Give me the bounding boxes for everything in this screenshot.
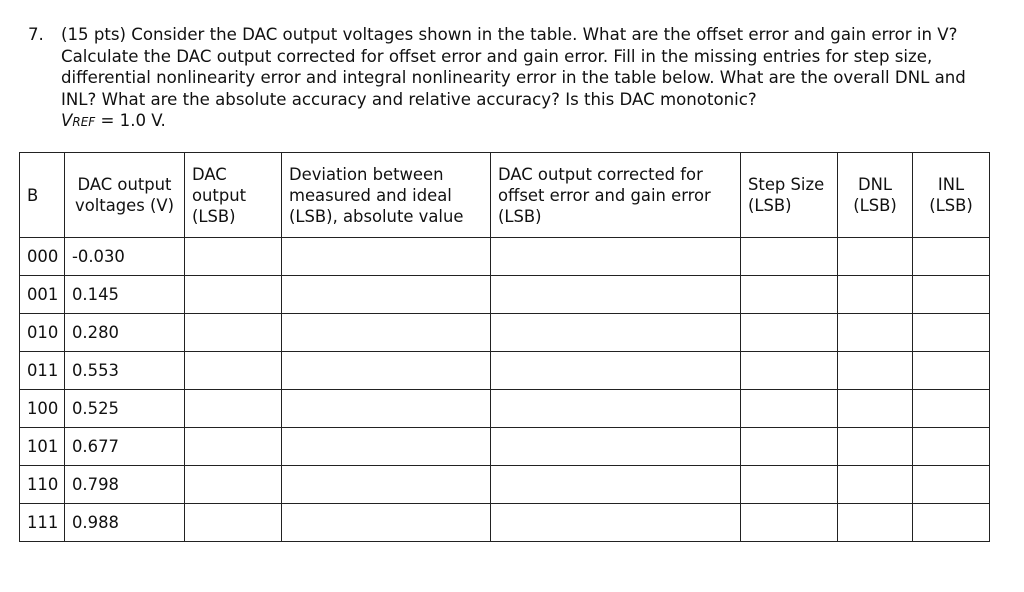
header-dac-voltage: DAC output voltages (V)	[65, 153, 185, 238]
question-text: (15 pts) Consider the DAC output voltages shown in the table. What are the offset error and gain error in V? Calculate the DAC output corrected for offset error and gain error. Fill in the missing entries for step size, differential nonlinearity error and integral nonlinearity error in the table below. What are the overall DNL and INL? What are the absolute accuracy and relative accuracy? Is this DAC monotonic?	[61, 25, 966, 109]
empty-cell	[185, 390, 282, 428]
empty-cell	[838, 390, 913, 428]
empty-cell	[282, 428, 491, 466]
empty-cell	[185, 428, 282, 466]
vref-symbol: V	[61, 111, 73, 130]
empty-cell	[741, 276, 838, 314]
empty-cell	[491, 428, 741, 466]
empty-cell	[185, 466, 282, 504]
empty-cell	[741, 238, 838, 276]
header-dnl: DNL (LSB)	[838, 153, 913, 238]
empty-cell	[491, 466, 741, 504]
empty-cell	[185, 314, 282, 352]
header-dac-lsb: DAC output (LSB)	[185, 153, 282, 238]
code-cell: 100	[20, 390, 65, 428]
empty-cell	[913, 276, 990, 314]
table-row	[20, 352, 990, 390]
empty-cell	[185, 352, 282, 390]
empty-cell	[282, 276, 491, 314]
empty-cell	[913, 504, 990, 542]
code-cell: 000	[20, 238, 65, 276]
header-b: B	[20, 153, 65, 238]
empty-cell	[741, 466, 838, 504]
code-cell: 010	[20, 314, 65, 352]
vref-value: = 1.0 V.	[95, 111, 166, 130]
empty-cell	[491, 276, 741, 314]
empty-cell	[741, 352, 838, 390]
question-number: 7.	[28, 25, 44, 44]
empty-cell	[185, 238, 282, 276]
question-block	[28, 24, 988, 134]
table-row	[20, 238, 990, 276]
voltage-cell: 0.677	[65, 428, 185, 466]
empty-cell	[838, 428, 913, 466]
empty-cell	[282, 352, 491, 390]
voltage-cell: -0.030	[65, 238, 185, 276]
code-cell: 101	[20, 428, 65, 466]
code-cell: 001	[20, 276, 65, 314]
empty-cell	[913, 428, 990, 466]
vref-line	[61, 110, 988, 134]
table-row	[20, 390, 990, 428]
header-inl: INL (LSB)	[913, 153, 990, 238]
empty-cell	[741, 390, 838, 428]
empty-cell	[491, 504, 741, 542]
empty-cell	[913, 466, 990, 504]
empty-cell	[282, 466, 491, 504]
header-corrected: DAC output corrected for offset error and gain error (LSB)	[491, 153, 741, 238]
table-row	[20, 428, 990, 466]
empty-cell	[185, 504, 282, 542]
empty-cell	[741, 504, 838, 542]
voltage-cell: 0.525	[65, 390, 185, 428]
voltage-cell: 0.145	[65, 276, 185, 314]
header-deviation: Deviation between measured and ideal (LSB), absolute value	[282, 153, 491, 238]
empty-cell	[838, 352, 913, 390]
empty-cell	[282, 504, 491, 542]
table-row	[20, 504, 990, 542]
voltage-cell: 0.798	[65, 466, 185, 504]
empty-cell	[741, 314, 838, 352]
vref-subscript: REF	[72, 115, 96, 129]
empty-cell	[491, 390, 741, 428]
header-row	[20, 153, 990, 238]
empty-cell	[838, 314, 913, 352]
empty-cell	[838, 276, 913, 314]
dac-table	[19, 152, 990, 542]
table-row	[20, 314, 990, 352]
empty-cell	[491, 238, 741, 276]
empty-cell	[838, 238, 913, 276]
table-row	[20, 276, 990, 314]
empty-cell	[913, 314, 990, 352]
empty-cell	[838, 466, 913, 504]
code-cell: 110	[20, 466, 65, 504]
empty-cell	[741, 428, 838, 466]
empty-cell	[913, 238, 990, 276]
code-cell: 111	[20, 504, 65, 542]
table-row	[20, 466, 990, 504]
empty-cell	[282, 390, 491, 428]
voltage-cell: 0.280	[65, 314, 185, 352]
header-step-size: Step Size (LSB)	[741, 153, 838, 238]
empty-cell	[913, 390, 990, 428]
empty-cell	[913, 352, 990, 390]
empty-cell	[491, 314, 741, 352]
empty-cell	[282, 314, 491, 352]
code-cell: 011	[20, 352, 65, 390]
empty-cell	[185, 276, 282, 314]
empty-cell	[491, 352, 741, 390]
voltage-cell: 0.988	[65, 504, 185, 542]
voltage-cell: 0.553	[65, 352, 185, 390]
empty-cell	[282, 238, 491, 276]
empty-cell	[838, 504, 913, 542]
